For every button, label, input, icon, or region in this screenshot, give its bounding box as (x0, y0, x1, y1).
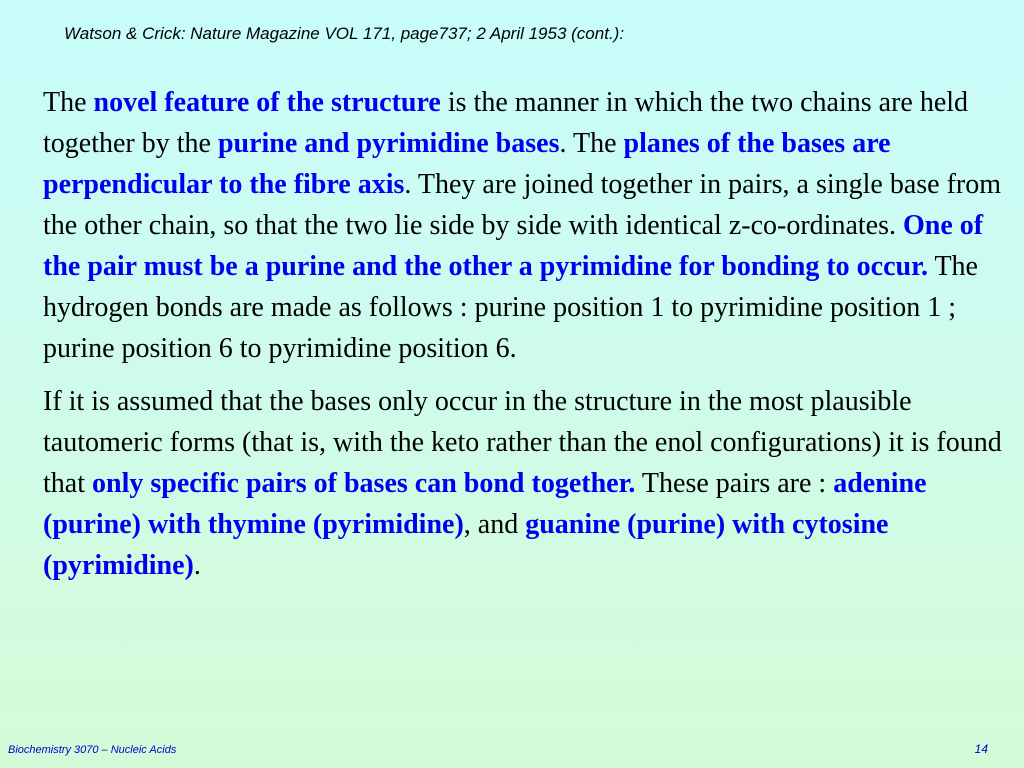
text-segment: The (43, 87, 94, 118)
slide-body (43, 82, 1003, 598)
footer-course-label: Biochemistry 3070 – Nucleic Acids (8, 744, 177, 756)
paragraph-base-pairing (43, 82, 1003, 369)
highlight-specific-pairs: only specific pairs of bases can bond together. (92, 468, 636, 499)
text-segment: These pairs are : (635, 468, 834, 499)
text-segment: The hydrogen bonds are made as follows : purine position 1 to pyrimidine position 1 ; purine position 6 to pyrimidine position 6. (43, 251, 978, 364)
highlight-novel-feature: novel feature of the structure (93, 87, 441, 118)
text-segment: is the manner in which the two chains are held together by the (43, 87, 969, 159)
text-segment: , and (463, 509, 526, 540)
page-number: 14 (974, 742, 988, 756)
text-segment: If it is assumed that the bases only occur in the structure in the most plausible tautomeric forms (that is, with the keto rather than the enol configurations) it is found that (43, 386, 1002, 499)
paragraph-specific-pairs (43, 381, 1003, 586)
text-segment: . The (559, 128, 624, 159)
text-segment: . (193, 550, 201, 581)
highlight-purine-pyrimidine-bonding: One of the pair must be a purine and the other a pyrimidine for bonding to occur. (43, 210, 984, 282)
slide-title: Watson & Crick: Nature Magazine VOL 171, page737; 2 April 1953 (cont.): (64, 24, 625, 43)
text-segment: . They are joined together in pairs, a single base from the other chain, so that the two lie side by side with identical z-co-ordinates. (43, 169, 1002, 241)
highlight-purine-pyrimidine-bases: purine and pyrimidine bases (217, 128, 560, 159)
highlight-guanine-cytosine: guanine (purine) with cytosine (pyrimidine) (43, 509, 889, 581)
highlight-planes-perpendicular: planes of the bases are perpendicular to the fibre axis (43, 128, 891, 200)
highlight-adenine-thymine: adenine (purine) with thymine (pyrimidine) (43, 468, 927, 540)
